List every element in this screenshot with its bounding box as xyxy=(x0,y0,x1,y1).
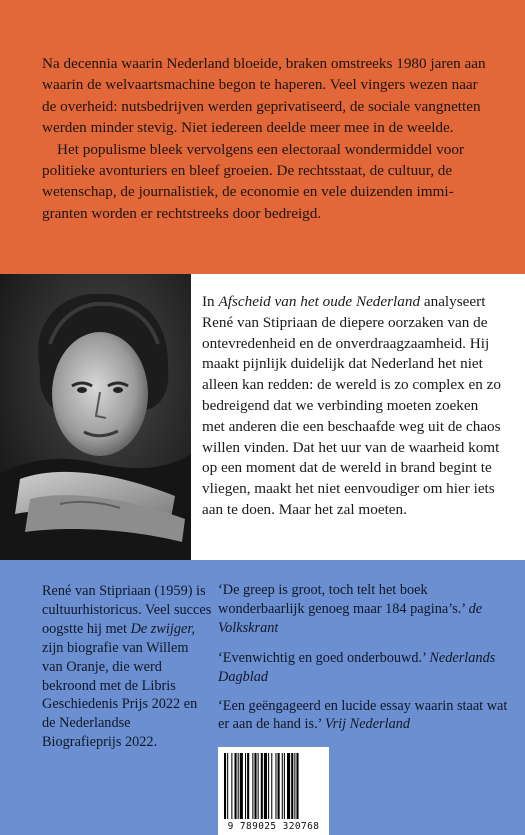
author-photo xyxy=(0,274,191,560)
review-quotes xyxy=(218,581,508,745)
bio-book-title: De zwijger, xyxy=(130,620,195,637)
review-quote xyxy=(218,581,508,638)
top-blurb-text xyxy=(42,53,490,224)
bio-text-2: zijn biografie van Willem van Oranje, die werd bekroond met de Libris Geschiedenis Prijs 2022 en de Nederlandse Biografieprijs 2022. xyxy=(42,639,198,751)
top-blurb-panel xyxy=(0,0,525,274)
review-quote xyxy=(218,649,508,687)
isbn-barcode xyxy=(218,747,329,835)
intro-prefix: In xyxy=(202,293,219,310)
blurb-paragraph-2: Het populisme bleek vervolgens een electoraal wondermiddel voor politieke avonturiers en bleef groeien. De rechtsstaat, de cultuur, de wetenschap, de journalistiek, de economie en vele duizenden immigranten worden er rechtstreeks door bedreigd. xyxy=(42,140,464,222)
quote-source: Vrij Nederland xyxy=(324,716,411,733)
quote-text: ‘De greep is groot, toch telt het boek wonderbaarlijk genoeg maar 184 pagina’s.’ xyxy=(218,582,466,617)
review-quote xyxy=(218,697,508,735)
blurb-paragraph-1: Na decennia waarin Nederland bloeide, braken omstreeks 1980 jaren aan waarin de welvaartsmachine begon te haperen. Veel vingers wezen naar de overheid: nutsbedrijven werden geprivatiseerd, de sociale vangnetten werden minder stevig. Niet iedereen deelde meer mee in de weelde. xyxy=(42,55,486,137)
quote-source: de Volkskrant xyxy=(218,600,483,636)
quote-text: ‘Een geëngageerd en lucide essay waarin staat wat er aan de hand is.’ xyxy=(218,697,508,733)
barcode-icon xyxy=(224,753,323,819)
book-title: Afscheid van het oude Nederland xyxy=(218,293,421,310)
book-description-paragraph xyxy=(202,292,502,521)
quote-text: ‘Evenwichtig en goed onderbouwd.’ xyxy=(218,649,426,666)
bio-text-1: René van Stipriaan (1959) is cultuurhistoricus. Veel succes oogstte hij met xyxy=(42,583,212,637)
middle-panel xyxy=(0,274,525,560)
author-bio xyxy=(42,582,212,752)
book-description xyxy=(202,292,502,521)
quote-source: Nederlands Dagblad xyxy=(218,649,496,685)
bottom-panel xyxy=(0,560,525,835)
author-bio-paragraph xyxy=(42,582,212,752)
isbn-number: 9 789025 320768 xyxy=(227,821,320,832)
description-body: analyseert René van Stipriaan de diepere oorzaken van de ontevredenheid en de onverdraagzaamheid. Hij maakt pijnlijk duidelijk dat Nederland het niet alleen kan redden: de wereld is zo complex en zo bedreigend dat we verbinding moeten zoeken met anderen die een beschaafde weg uit de chaos willen vinden. Dat het uur van de waarheid komt op een moment dat de wereld in brand begint te vliegen, maakt het niet eenvoudiger om hier iets aan te doen. Maar het zal moeten. xyxy=(202,293,501,518)
